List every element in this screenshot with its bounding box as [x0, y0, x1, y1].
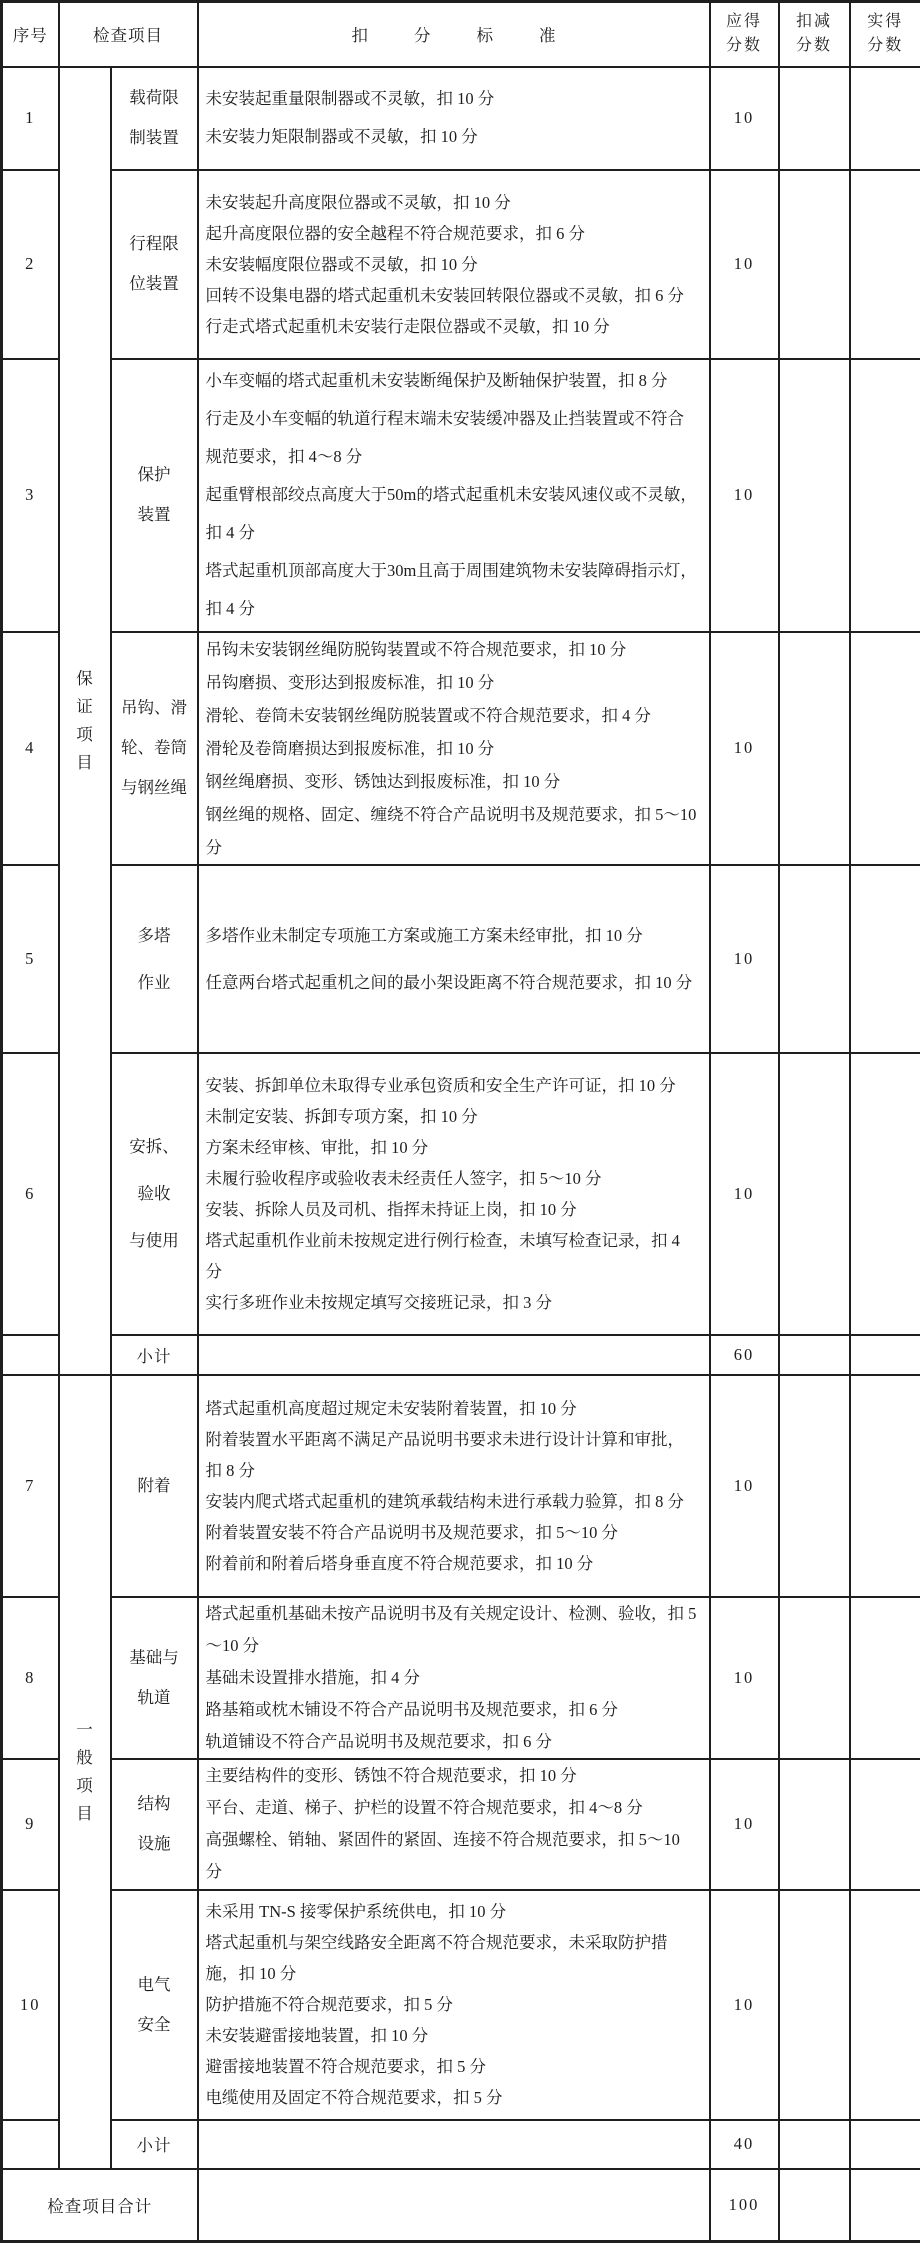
due-score-cell: 10 [710, 1053, 779, 1335]
group-label-guarantee-items: 保 证 项 目 [59, 67, 111, 1375]
due-score-cell: 10 [710, 632, 779, 865]
item-name: 行程限 位装置 [111, 170, 198, 359]
deduct-score-cell [779, 1335, 850, 1375]
item-name: 载荷限 制装置 [111, 67, 198, 170]
table-row [2, 632, 920, 865]
item-name: 多塔 作业 [111, 865, 198, 1053]
actual-score-cell [850, 2169, 920, 2242]
table-row [2, 1759, 920, 1890]
due-score-cell: 10 [710, 1597, 779, 1759]
due-score-cell: 40 [710, 2120, 779, 2169]
actual-score-cell [850, 865, 920, 1053]
due-score-cell: 60 [710, 1335, 779, 1375]
standards-cell: 未安装起重量限制器或不灵敏，扣 10 分 未安装力矩限制器或不灵敏，扣 10 分 [198, 67, 710, 170]
item-name: 结构 设施 [111, 1759, 198, 1890]
column-header-score-deduct: 扣减 分数 [779, 2, 850, 67]
row-number: 9 [2, 1759, 59, 1890]
item-name: 附着 [111, 1375, 198, 1597]
actual-score-cell [850, 67, 920, 170]
actual-score-cell [850, 1053, 920, 1335]
standards-cell: 塔式起重机基础未按产品说明书及有关规定设计、检测、验收，扣 5～10 分 基础未设置排水措施，扣 4 分 路基箱或枕木铺设不符合产品说明书及规范要求，扣 6 分 轨道铺设不符合产品说明书及规范要求，扣 6 分 [198, 1597, 710, 1759]
standards-cell: 安装、拆卸单位未取得专业承包资质和安全生产许可证，扣 10 分 未制定安装、拆卸专项方案，扣 10 分 方案未经审核、审批，扣 10 分 未履行验收程序或验收表未经责任人签字，扣 5～10 分 安装、拆除人员及司机、指挥未持证上岗，扣 10 分 塔式起重机作业前未按规定进行例行检查，未填写检查记录，扣 4 分 实行多班作业未按规定填写交接班记录，扣 3 分 [198, 1053, 710, 1335]
standards-cell: 小车变幅的塔式起重机未安装断绳保护及断轴保护装置，扣 8 分 行走及小车变幅的轨道行程末端未安装缓冲器及止挡装置或不符合规范要求，扣 4～8 分 起重臂根部绞点高度大于50m的塔式起重机未安装风速仪或不灵敏，扣 4 分 塔式起重机顶部高度大于30m且高于周围建筑物未安装障碍指示灯，扣 4 分 [198, 359, 710, 632]
standards-cell: 主要结构件的变形、锈蚀不符合规范要求，扣 10 分 平台、走道、梯子、护栏的设置不符合规范要求，扣 4～8 分 高强螺栓、销轴、紧固件的紧固、连接不符合规范要求，扣 5～10 分 [198, 1759, 710, 1890]
row-number: 4 [2, 632, 59, 865]
column-header-standard: 扣分标准 [198, 2, 710, 67]
due-score-cell: 10 [710, 1890, 779, 2120]
deduct-score-cell [779, 865, 850, 1053]
item-name: 吊钩、滑 轮、卷筒 与钢丝绳 [111, 632, 198, 865]
standards-cell: 未安装起升高度限位器或不灵敏，扣 10 分 起升高度限位器的安全越程不符合规范要求，扣 6 分 未安装幅度限位器或不灵敏，扣 10 分 回转不设集电器的塔式起重机未安装回转限位器或不灵敏，扣 6 分 行走式塔式起重机未安装行走限位器或不灵敏，扣 10 分 [198, 170, 710, 359]
standards-cell-empty [198, 2169, 710, 2242]
deduct-score-cell [779, 1053, 850, 1335]
row-number-empty [2, 2120, 59, 2169]
row-number-empty [2, 1335, 59, 1375]
due-score-cell: 10 [710, 1375, 779, 1597]
standards-cell: 未采用 TN-S 接零保护系统供电，扣 10 分 塔式起重机与架空线路安全距离不符合规范要求，未采取防护措施，扣 10 分 防护措施不符合规范要求，扣 5 分 未安装避雷接地装置，扣 10 分 避雷接地装置不符合规范要求，扣 5 分 电缆使用及固定不符合规范要求，扣 5 分 [198, 1890, 710, 2120]
actual-score-cell [850, 1335, 920, 1375]
column-header-score-actual: 实得 分数 [850, 2, 920, 67]
table-row [2, 359, 920, 632]
deduct-score-cell [779, 2120, 850, 2169]
table-row [2, 1597, 920, 1759]
subtotal-label: 小计 [111, 1335, 198, 1375]
actual-score-cell [850, 2120, 920, 2169]
column-header-score-due: 应得 分数 [710, 2, 779, 67]
item-name: 电气 安全 [111, 1890, 198, 2120]
row-number: 7 [2, 1375, 59, 1597]
deduct-score-cell [779, 632, 850, 865]
row-number: 5 [2, 865, 59, 1053]
actual-score-cell [850, 1597, 920, 1759]
group-label-general-items: 一 般 项 目 [59, 1375, 111, 2169]
deduct-score-cell [779, 2169, 850, 2242]
table-header-row [2, 2, 920, 67]
row-number: 1 [2, 67, 59, 170]
item-name: 基础与 轨道 [111, 1597, 198, 1759]
deduct-score-cell [779, 67, 850, 170]
actual-score-cell [850, 170, 920, 359]
table-row [2, 865, 920, 1053]
row-number: 8 [2, 1597, 59, 1759]
deduct-score-cell [779, 1890, 850, 2120]
total-label: 检查项目合计 [2, 2169, 198, 2242]
actual-score-cell [850, 1890, 920, 2120]
table-row [2, 1375, 920, 1597]
table-row [2, 1890, 920, 2120]
column-header-no: 序号 [2, 2, 59, 67]
standards-cell: 多塔作业未制定专项施工方案或施工方案未经审批，扣 10 分 任意两台塔式起重机之间的最小架设距离不符合规范要求，扣 10 分 [198, 865, 710, 1053]
standards-cell-empty [198, 1335, 710, 1375]
actual-score-cell [850, 632, 920, 865]
standards-cell-empty [198, 2120, 710, 2169]
due-score-cell: 10 [710, 359, 779, 632]
row-number: 2 [2, 170, 59, 359]
row-number: 3 [2, 359, 59, 632]
row-number: 6 [2, 1053, 59, 1335]
deduct-score-cell [779, 1597, 850, 1759]
total-row [2, 2169, 920, 2242]
row-number: 10 [2, 1890, 59, 2120]
column-header-item: 检查项目 [59, 2, 198, 67]
standards-cell: 吊钩未安装钢丝绳防脱钩装置或不符合规范要求，扣 10 分 吊钩磨损、变形达到报废标准，扣 10 分 滑轮、卷筒未安装钢丝绳防脱装置或不符合规范要求，扣 4 分 滑轮及卷筒磨损达到报废标准，扣 10 分 钢丝绳磨损、变形、锈蚀达到报废标准，扣 10 分 钢丝绳的规格、固定、缠绕不符合产品说明书及规范要求，扣 5～10 分 [198, 632, 710, 865]
item-name: 安拆、 验收 与使用 [111, 1053, 198, 1335]
subtotal-label: 小计 [111, 2120, 198, 2169]
table-row [2, 170, 920, 359]
due-score-cell: 10 [710, 67, 779, 170]
actual-score-cell [850, 359, 920, 632]
actual-score-cell [850, 1375, 920, 1597]
due-score-cell: 10 [710, 170, 779, 359]
deduct-score-cell [779, 359, 850, 632]
table-row [2, 67, 920, 170]
due-score-cell: 100 [710, 2169, 779, 2242]
subtotal-row [2, 1335, 920, 1375]
due-score-cell: 10 [710, 865, 779, 1053]
deduct-score-cell [779, 170, 850, 359]
subtotal-row [2, 2120, 920, 2169]
table-row [2, 1053, 920, 1335]
due-score-cell: 10 [710, 1759, 779, 1890]
item-name: 保护 装置 [111, 359, 198, 632]
actual-score-cell [850, 1759, 920, 1890]
deduct-score-cell [779, 1759, 850, 1890]
standards-cell: 塔式起重机高度超过规定未安装附着装置，扣 10 分 附着装置水平距离不满足产品说明书要求未进行设计计算和审批，扣 8 分 安装内爬式塔式起重机的建筑承载结构未进行承载力验算，扣 8 分 附着装置安装不符合产品说明书及规范要求，扣 5～10 分 附着前和附着后塔身垂直度不符合规范要求，扣 10 分 [198, 1375, 710, 1597]
deduct-score-cell [779, 1375, 850, 1597]
